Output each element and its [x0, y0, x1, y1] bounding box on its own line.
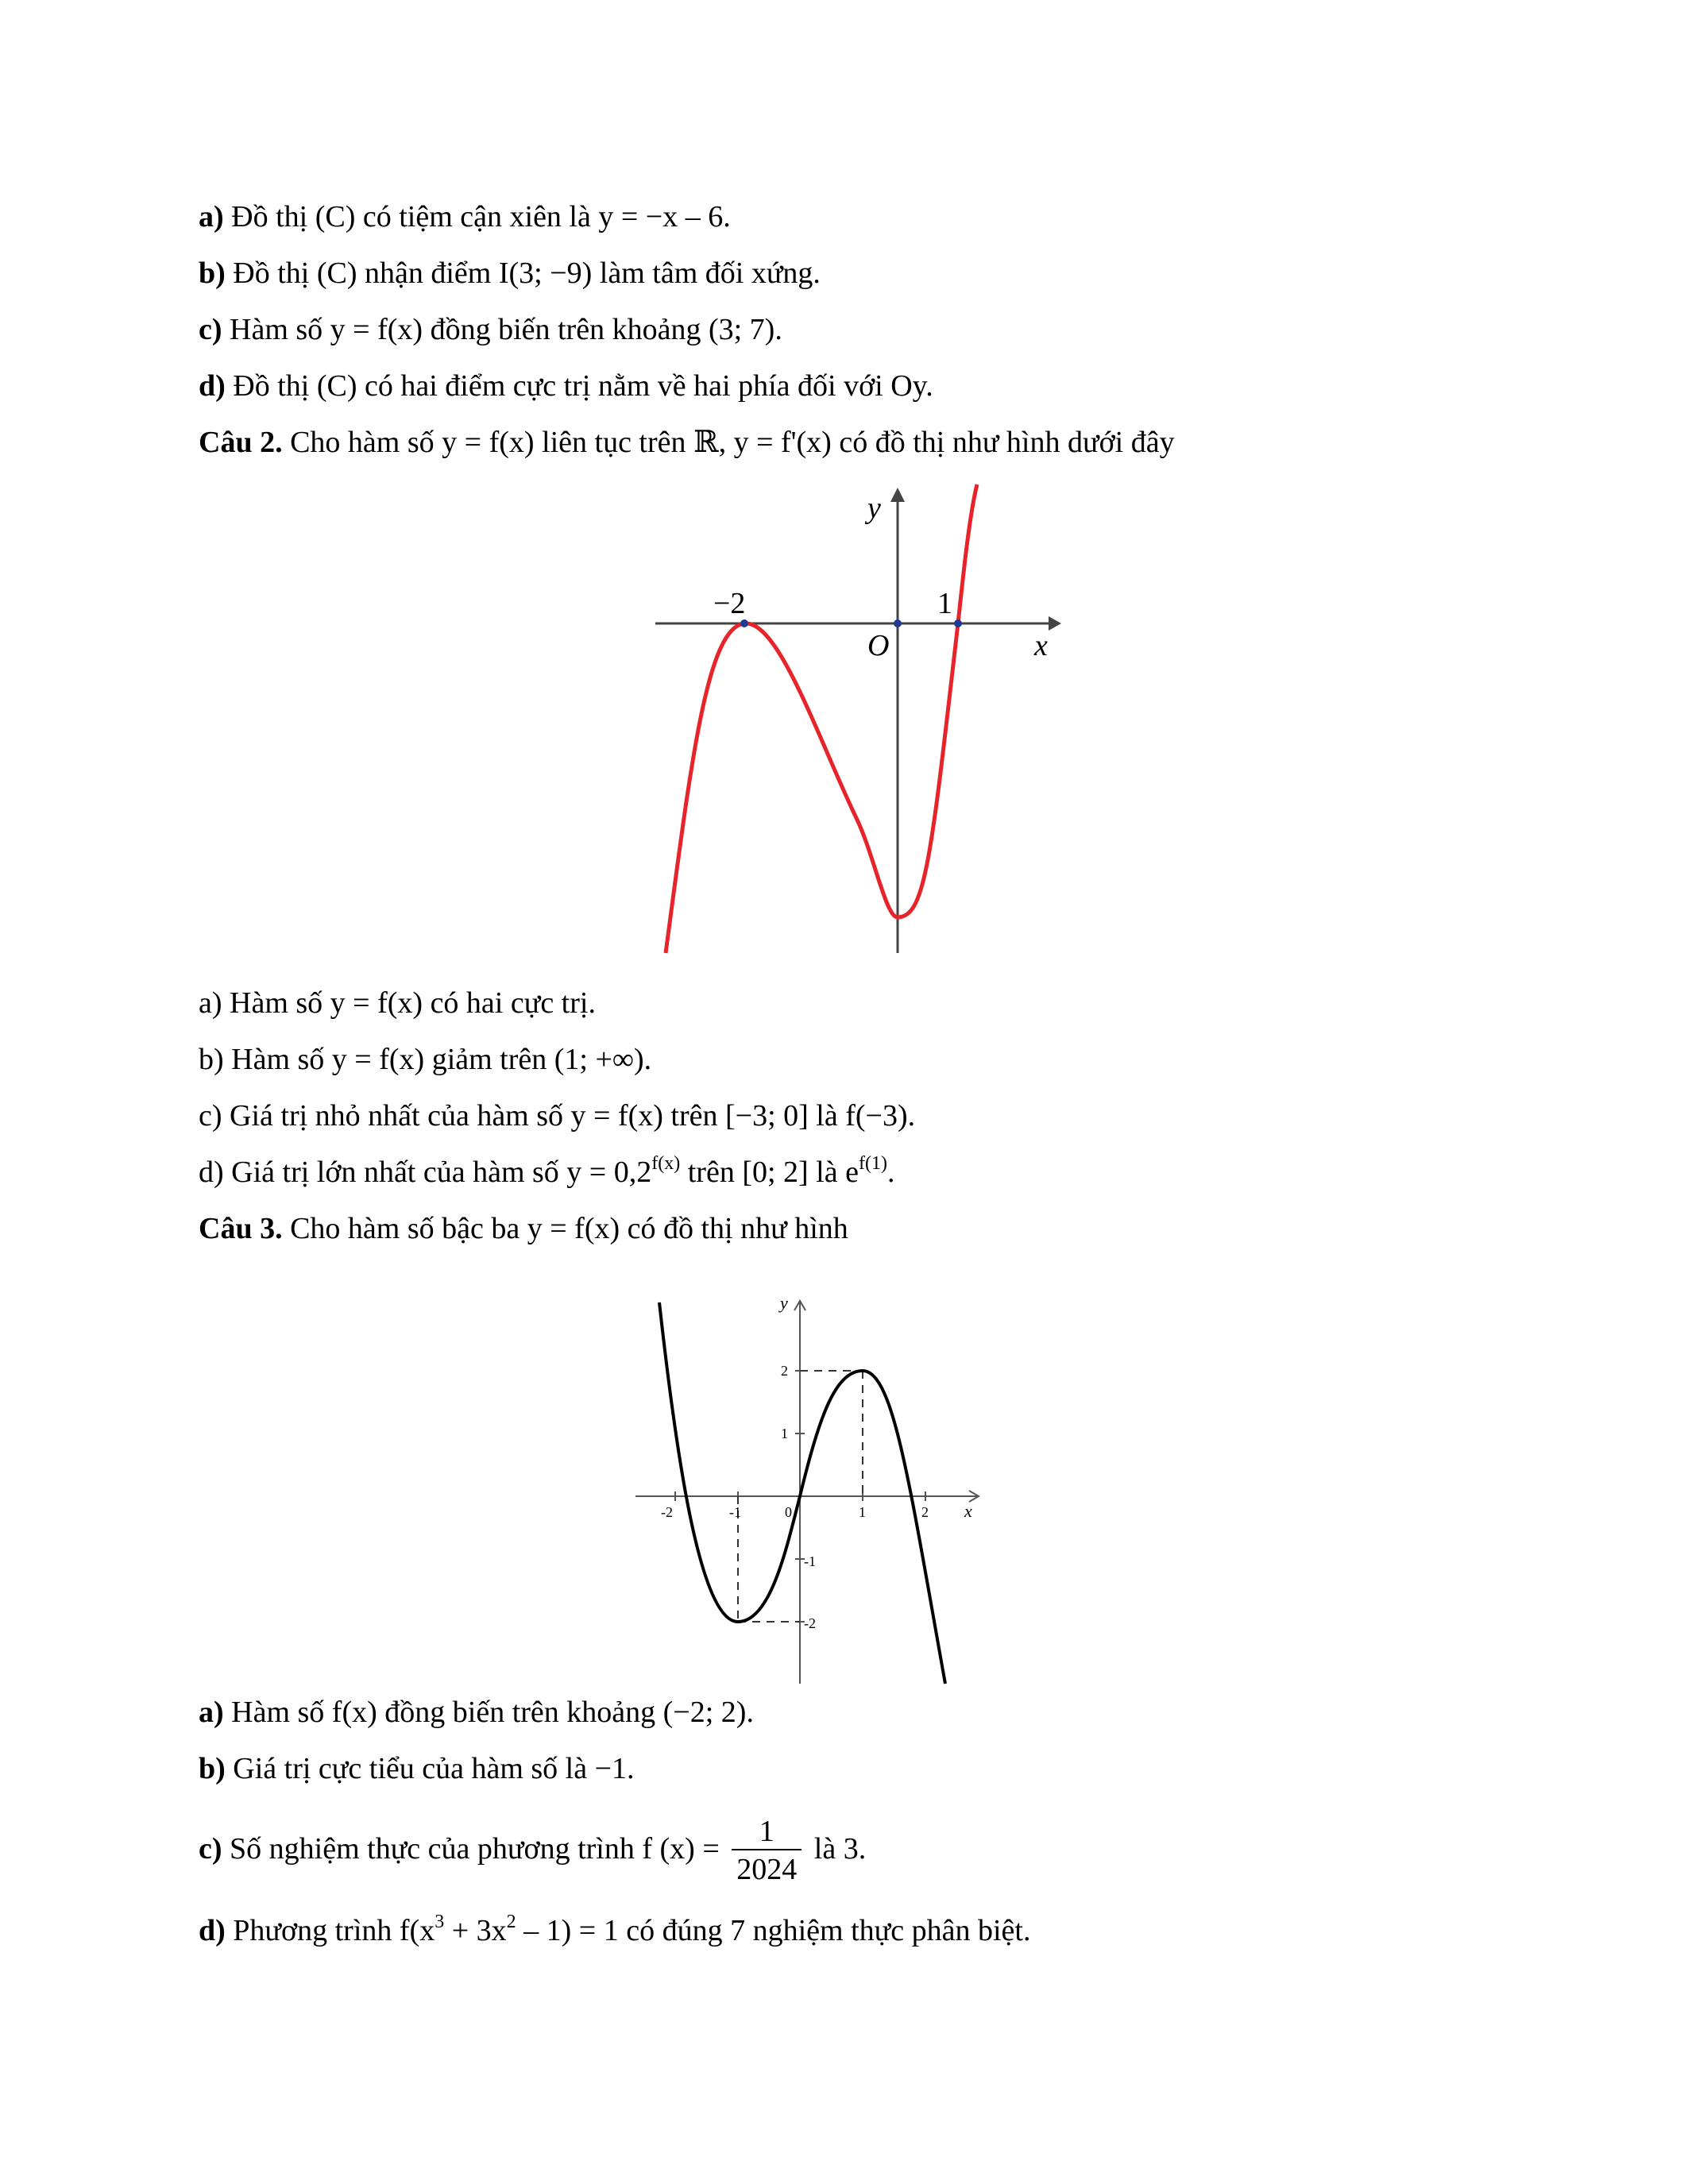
q2-item-d: d) Giá trị lớn nhất của hàm số $y = 0,2^{f(x)}$ trên [0; 2] là $e^{f(1)}$. — [199, 1153, 895, 1189]
x-tick-label: -2 — [661, 1504, 673, 1520]
y-tick-label: -1 — [804, 1553, 816, 1569]
y-tick-label: 2 — [781, 1363, 788, 1379]
q3-item-a: a) Hàm số f(x) đồng biến trên khoảng (−2; 2). — [199, 1696, 754, 1729]
question-text: Cho hàm số bậc ba y = f(x) có đồ thị như hình — [282, 1212, 848, 1245]
item-key: a) — [199, 200, 224, 233]
item-text: Đồ thị (C) nhận điểm I(3; −9) làm tâm đối xứng. — [225, 257, 821, 290]
q2-heading — [199, 424, 1175, 461]
q3-item-c: c) Số nghiệm thực của phương trình f (x) = $\frac{1}{2024}$ là 3. — [199, 1809, 866, 1889]
item-text: Hàm số y = f(x) đồng biến trên khoảng (3; 7). — [222, 313, 782, 346]
q3-heading — [199, 1210, 848, 1247]
point-origin — [894, 619, 902, 627]
item-text: Đồ thị (C) có hai điểm cực trị nằm về hai phía đối với Oy. — [225, 369, 933, 403]
question-text: Cho hàm số y = f(x) liên tục trên ℝ, y = f'(x) có đồ thị như hình dưới đây — [282, 426, 1175, 459]
derivative-curve — [666, 484, 977, 953]
point-minus2 — [740, 619, 748, 627]
x-tick-label: -1 — [729, 1504, 741, 1520]
q1-item-c — [199, 311, 782, 348]
q2-item-b: b) Hàm số y = f(x) giảm trên (1; +∞). — [199, 1043, 652, 1076]
question-label: Câu 3. — [199, 1212, 283, 1245]
q3-cubic-graph — [628, 1287, 993, 1684]
y-tick-label: -2 — [804, 1615, 816, 1631]
item-key: b) — [199, 257, 226, 290]
q1-item-a — [199, 199, 731, 235]
q3-item-d: d) Phương trình $f(x^3 + 3x^2 - 1) = 1$ có đúng 7 nghiệm thực phân biệt. — [199, 1912, 1031, 1947]
x-tick-label: 1 — [859, 1504, 866, 1520]
x-tick-label: 2 — [921, 1504, 929, 1520]
y-axis-label: y — [780, 1293, 788, 1313]
tick-label-1: 1 — [937, 587, 952, 620]
item-key: c) — [199, 313, 222, 346]
point-1 — [954, 619, 962, 627]
x-axis-label: x — [964, 1501, 972, 1521]
fraction: $\frac{1}{2024}$ — [732, 1814, 802, 1889]
question-label: Câu 2. — [199, 426, 283, 459]
q2-derivative-graph — [651, 484, 1064, 961]
tick-label-minus2: −2 — [713, 587, 746, 620]
q1-item-d — [199, 368, 933, 404]
y-axis-label: y — [867, 492, 881, 525]
x-axis-label: x — [1034, 629, 1048, 662]
q3-item-b: b) Giá trị cực tiểu của hàm số là −1. — [199, 1752, 635, 1785]
x-tick-label: 0 — [785, 1504, 792, 1520]
item-text: Đồ thị (C) có tiệm cận xiên là y = −x – 6. — [223, 200, 731, 233]
q1-item-b — [199, 255, 821, 291]
q2-item-c: c) Giá trị nhỏ nhất của hàm số y = f(x) trên [−3; 0] là f(−3). — [199, 1099, 916, 1133]
y-tick-label: 1 — [781, 1426, 788, 1441]
item-key: d) — [199, 369, 226, 403]
cubic-curve — [659, 1302, 945, 1684]
origin-label: O — [867, 629, 890, 662]
y-axis-arrow — [890, 488, 905, 502]
q2-item-a: a) Hàm số y = f(x) có hai cực trị. — [199, 986, 596, 1020]
x-axis-arrow — [1049, 616, 1061, 631]
